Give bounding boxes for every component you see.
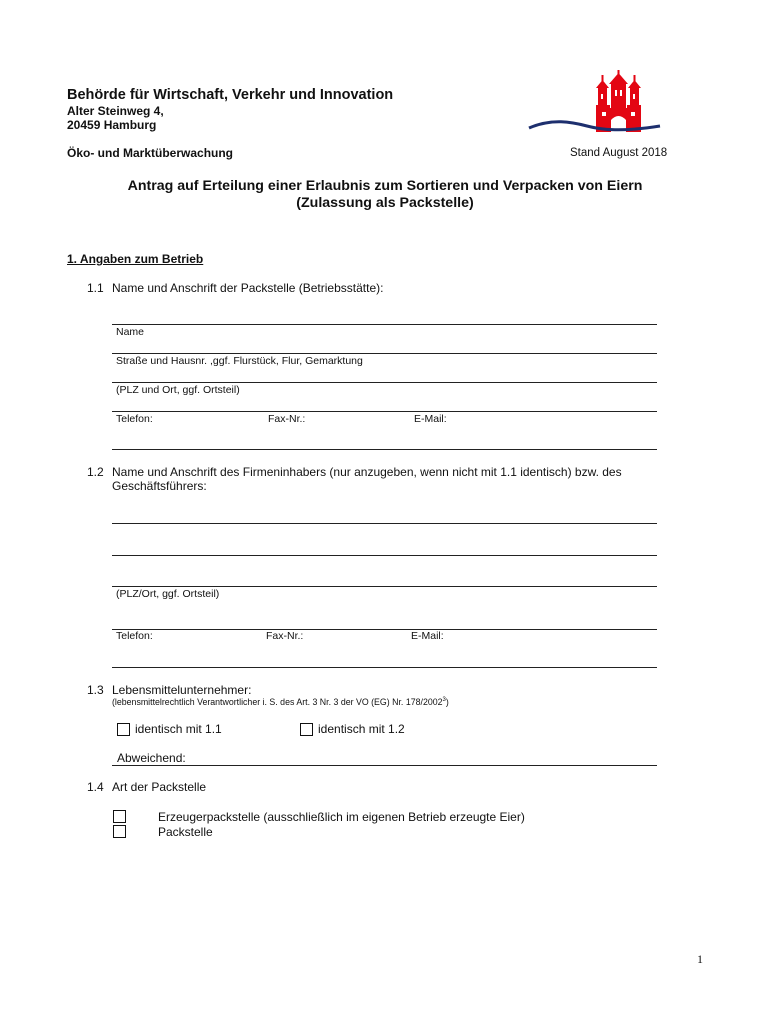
q14-erzeugerpackstelle-checkbox[interactable] — [113, 810, 126, 823]
q11-plz-line[interactable] — [112, 382, 657, 383]
q12-fax-label: Fax-Nr.: — [266, 630, 304, 642]
q13-note-text: (lebensmittelrechtlich Verantwortlicher i. S. des Art. 3 Nr. 3 der VO (EG) Nr. 178/2002 — [112, 697, 443, 707]
q13-note-close: ) — [445, 697, 449, 707]
q11-contact-line[interactable] — [112, 411, 657, 412]
section1-heading: 1. Angaben zum Betrieb — [67, 252, 204, 266]
q11-plz-label: (PLZ und Ort, ggf. Ortsteil) — [116, 384, 240, 396]
authority-name: Behörde für Wirtschaft, Verkehr und Innovation — [67, 87, 394, 103]
q12-label-line1: Name und Anschrift des Firmeninhabers (nur anzugeben, wenn nicht mit 1.1 identisch) bzw. des — [112, 465, 622, 479]
q11-label: Name und Anschrift der Packstelle (Betriebsstätte): — [112, 281, 384, 295]
form-title-line1: Antrag auf Erteilung einer Erlaubnis zum Sortieren und Verpacken von Eiern — [127, 178, 643, 194]
q13-note — [112, 697, 449, 707]
q11-fax-label: Fax-Nr.: — [268, 413, 306, 425]
q11-street-line[interactable] — [112, 353, 657, 354]
q11-name-line[interactable] — [112, 324, 657, 325]
q13-option1-label: identisch mit 1.1 — [135, 722, 222, 736]
q12-email-label: E-Mail: — [411, 630, 444, 642]
authority-city: 20459 Hamburg — [67, 118, 157, 132]
q12-name-line[interactable] — [112, 523, 657, 524]
hamburg-coat-of-arms-logo — [527, 70, 662, 140]
q11-email-label: E-Mail: — [414, 413, 447, 425]
q13-identisch-11-checkbox[interactable] — [117, 723, 130, 736]
q11-name-label: Name — [116, 326, 145, 338]
q13-option2-label: identisch mit 1.2 — [318, 722, 405, 736]
q14-number: 1.4 — [87, 780, 104, 794]
q12-plz-line[interactable] — [112, 586, 657, 587]
q12-street-line[interactable] — [112, 555, 657, 556]
q12-bottom-line[interactable] — [112, 667, 657, 668]
q12-phone-label: Telefon: — [116, 630, 153, 642]
q14-packstelle-checkbox[interactable] — [113, 825, 126, 838]
q13-abweichend-label: Abweichend: — [117, 751, 186, 765]
q13-number: 1.3 — [87, 683, 104, 697]
q13-abweichend-line[interactable] — [112, 765, 657, 766]
q11-street-label: Straße und Hausnr. ,ggf. Flurstück, Flur, Gemarktung — [116, 355, 363, 367]
form-title-line2: (Zulassung als Packstelle) — [296, 195, 474, 211]
department-name: Öko- und Marktüberwachung — [67, 146, 234, 160]
q14-label: Art der Packstelle — [112, 780, 207, 794]
q14-option2-label: Packstelle — [158, 825, 213, 839]
q13-identisch-12-checkbox[interactable] — [300, 723, 313, 736]
q11-phone-label: Telefon: — [116, 413, 153, 425]
stand-date: Stand August 2018 — [570, 147, 668, 159]
q11-number: 1.1 — [87, 281, 104, 295]
q13-label: Lebensmittelunternehmer: — [112, 683, 252, 697]
q12-contact-line[interactable] — [112, 629, 657, 630]
q14-option1-label: Erzeugerpackstelle (ausschließlich im eigenen Betrieb erzeugte Eier) — [158, 810, 525, 824]
footnote-ref: 3 — [442, 697, 446, 704]
q12-label-line2: Geschäftsführers: — [112, 479, 207, 493]
q12-number: 1.2 — [87, 465, 104, 479]
q11-bottom-line[interactable] — [112, 449, 657, 450]
q12-plz-label: (PLZ/Ort, ggf. Ortsteil) — [116, 588, 220, 600]
authority-street: Alter Steinweg 4, — [67, 104, 164, 118]
page-number: 1 — [697, 952, 703, 966]
